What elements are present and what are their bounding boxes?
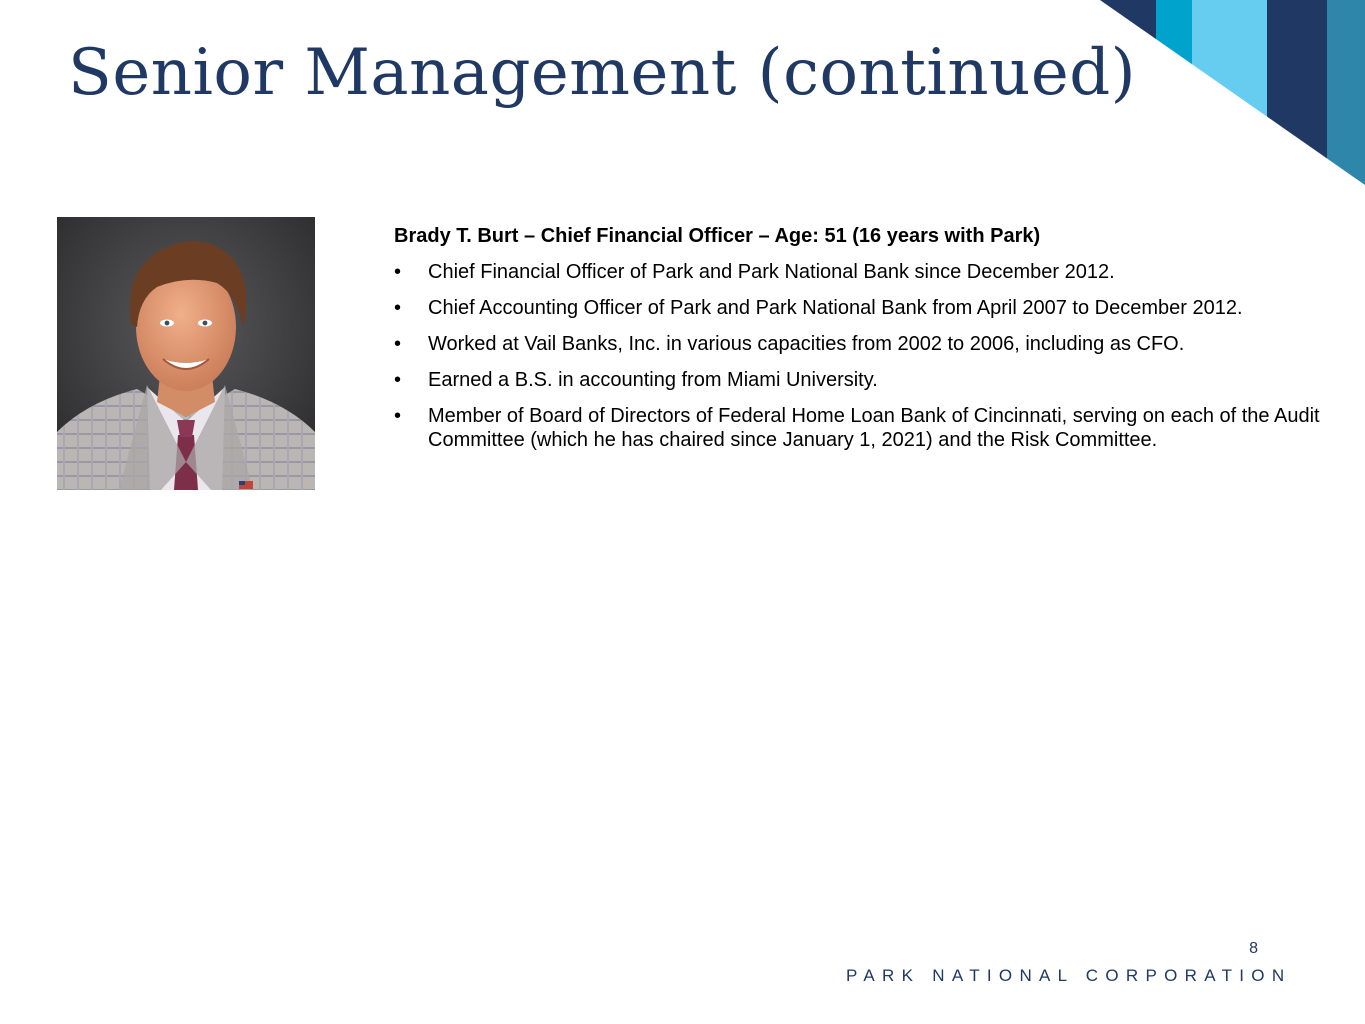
bio-section: [394, 224, 1339, 464]
bio-list-item: [394, 260, 1339, 284]
corner-stripe-graphic: [1100, 0, 1365, 190]
bullet-icon: •: [394, 369, 402, 391]
bio-item-text: Earned a B.S. in accounting from Miami University.: [428, 369, 878, 391]
footer-brand: PARK NATIONAL CORPORATION: [846, 966, 1292, 985]
bio-list-item: [394, 404, 1339, 452]
bio-list-item: [394, 332, 1339, 356]
bullet-icon: •: [394, 405, 402, 427]
bio-item-text: Member of Board of Directors of Federal Home Loan Bank of Cincinnati, serving on each of the Audit Committee (which he has chaired since January 1, 2021) and the Risk Committee.: [428, 405, 1320, 451]
bullet-icon: •: [394, 297, 402, 319]
bio-heading: Brady T. Burt – Chief Financial Officer – Age: 51 (16 years with Park): [394, 225, 1041, 247]
executive-portrait: [57, 217, 315, 490]
slide-title: Senior Management (continued): [68, 36, 1137, 110]
bio-list-item: [394, 368, 1339, 392]
bio-list-item: [394, 296, 1339, 320]
bullet-icon: •: [394, 333, 402, 355]
bio-item-text: Chief Accounting Officer of Park and Park National Bank from April 2007 to December 2012.: [428, 297, 1243, 319]
bullet-icon: •: [394, 261, 402, 283]
page-number: 8: [1249, 940, 1258, 957]
bio-item-text: Worked at Vail Banks, Inc. in various capacities from 2002 to 2006, including as CFO.: [428, 333, 1185, 355]
bio-item-text: Chief Financial Officer of Park and Park National Bank since December 2012.: [428, 261, 1115, 283]
bio-list: [394, 260, 1339, 452]
